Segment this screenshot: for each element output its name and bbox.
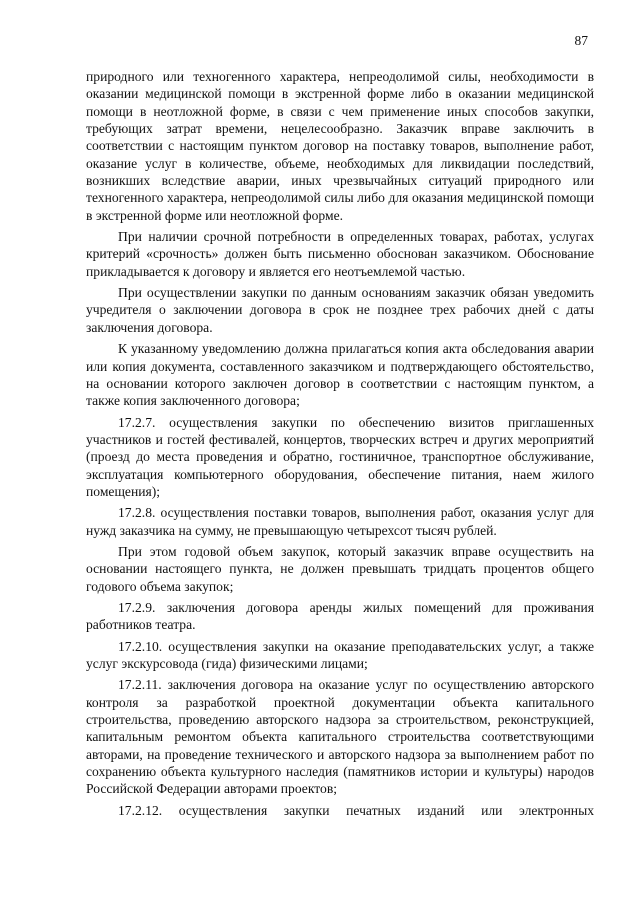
paragraph-17-2-8: 17.2.8. осуществления поставки товаров, выполнения работ, оказания услуг для нужд заказчика на сумму, не превышающую четырехсот тысяч рублей. <box>86 505 594 538</box>
page-number: 87 <box>574 33 588 48</box>
paragraph-3: При осуществлении закупки по данным основаниям заказчик обязан уведомить учредителя о заключении договора в срок не позднее трех рабочих дней с даты заключения договора. <box>86 285 594 335</box>
paragraph-2: При наличии срочной потребности в определенных товарах, работах, услугах критерий «срочность» должен быть письменно обоснован заказчиком. Обоснование прикладывается к договору и является его неотъемлемой частью. <box>86 229 594 279</box>
paragraph-17-2-10: 17.2.10. осуществления закупки на оказание преподавательских услуг, а также услуг экскурсовода (гида) физическими лицами; <box>86 638 594 671</box>
paragraph-1: природного или техногенного характера, непреодолимой силы, необходимости в оказании медицинской помощи в экстренной форме либо в оказании медицинской помощи в неотложной форме, в связи с чем применение иных способов закупки, требующих затрат времени, нецелесообразно. Заказчик вправе заключить в соответствии с настоящим пунктом договор на поставку товаров, выполнение работ, оказание услуг в количестве, объеме, необходимых для ликвидации последствий, возникших вследствие аварии, иных чрезвычайных ситуаций природного или техногенного характера, непреодолимой силы либо для оказания медицинской помощи в экстренной форме или неотложной форме. <box>86 69 594 223</box>
paragraph-17-2-9: 17.2.9. заключения договора аренды жилых помещений для проживания работников театра. <box>86 599 594 633</box>
page-content <box>86 68 594 819</box>
paragraph-annual-volume: При этом годовой объем закупок, который заказчик вправе осуществить на основании настоящего пункта, не должен превышать тридцать процентов общего годового объема закупок; <box>86 543 594 594</box>
paragraph-17-2-7: 17.2.7. осуществления закупки по обеспечению визитов приглашенных участников и гостей фестивалей, концертов, творческих встреч и других мероприятий (проезд до места проведения и обратно, гостиничное, транспортное обслуживание, эксплуатация компьютерного оборудования, обеспечение питания, наем жилого помещения); <box>86 414 594 499</box>
paragraph-17-2-11: 17.2.11. заключения договора на оказание услуг по осуществлению авторского контроля за разработкой проектной документации объекта капитального строительства, проведению авторского надзора за строительством, реконструкцией, капитальным ремонтом объекта капитального строительства соответствующими авторами, на проведение технического и авторского надзора за выполнением работ по сохранению объекта культурного наследия (памятников истории и культуры) народов Российской Федерации авторами проектов; <box>86 677 594 797</box>
paragraph-17-2-12: 17.2.12. осуществления закупки печатных изданий или электронных <box>118 802 594 818</box>
paragraph-4: К указанному уведомлению должна прилагаться копия акта обследования аварии или копия документа, составленного заказчиком и подтверждающего обстоятельство, на основании которого заключен договор в соответствии с настоящим пунктом, а также копия заключенного договора; <box>86 341 594 409</box>
